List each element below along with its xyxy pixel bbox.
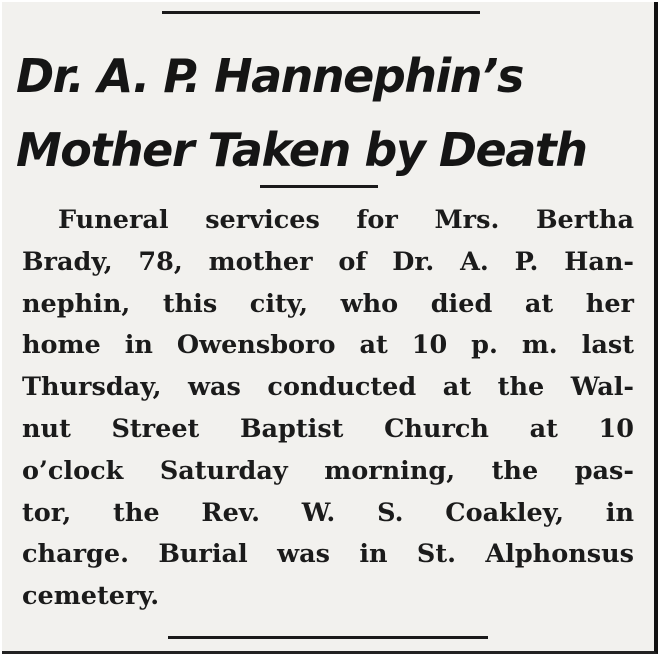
body-line-6: nut Street Baptist Church at 10 [22, 413, 634, 444]
article-body [22, 200, 634, 618]
bottom-rule [168, 636, 488, 639]
newspaper-clipping [2, 2, 658, 654]
body-line-5: Thursday, was conducted at the Wal- [22, 372, 634, 403]
headline-line-1: Dr. A. P. Hannephin’s [16, 49, 523, 103]
body-line-4: home in Owensboro at 10 p. m. last [22, 330, 634, 361]
body-line-1: Funeral services for Mrs. Bertha [58, 205, 634, 235]
body-line-3: nephin, this city, who died at her [22, 288, 634, 319]
headline-divider [260, 185, 378, 188]
body-line-10: cemetery. [22, 581, 160, 612]
body-line-9: charge. Burial was in St. Alphonsus [22, 539, 634, 570]
body-line-2: Brady, 78, mother of Dr. A. P. Han- [22, 246, 634, 277]
body-line-7: o’clock Saturday morning, the pas- [22, 455, 634, 486]
top-rule [162, 11, 480, 14]
body-line-8: tor, the Rev. W. S. Coakley, in [22, 497, 634, 528]
headline-line-2: Mother Taken by Death [16, 123, 587, 177]
